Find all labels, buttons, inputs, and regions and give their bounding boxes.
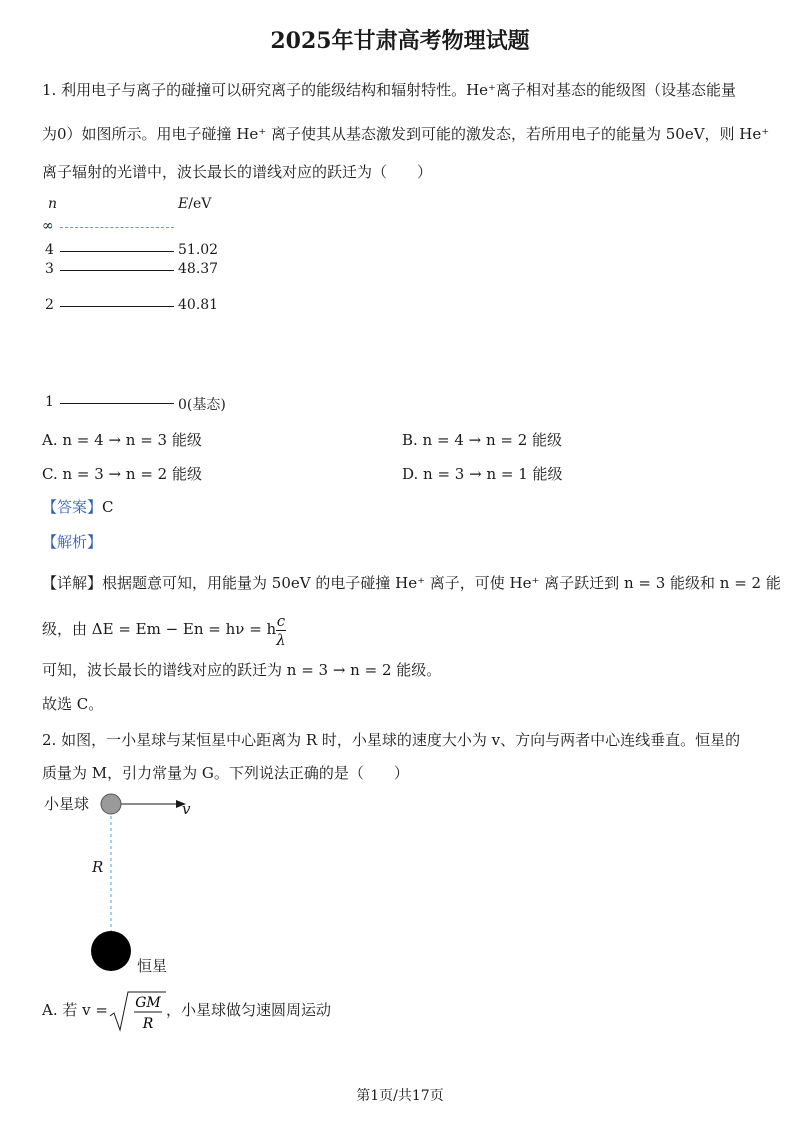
answer-value: C (102, 498, 114, 516)
answer-tag: 【答案】 (42, 498, 103, 516)
level-1-n: 1 (45, 394, 54, 410)
q1-detail-line3: 可知，波长最长的谱线对应的跃迁为 n = 3 → n = 2 能级。 (42, 661, 442, 679)
star-circle (91, 931, 131, 971)
q1-option-c: C. n = 3 → n = 2 能级 (42, 465, 202, 483)
small-star-circle (101, 794, 121, 814)
q1-option-d: D. n = 3 → n = 1 能级 (402, 465, 563, 483)
level-4-energy: 51.02 (178, 242, 219, 258)
detail-text-2: 级，由 ΔE = Em − En = hν = h (42, 620, 277, 638)
level-2-line (60, 306, 174, 307)
q1-detail-line4: 故选 C。 (42, 695, 104, 713)
level-3-line (60, 270, 174, 271)
option-a-suffix: ，小星球做匀速圆周运动 (165, 1001, 331, 1019)
q2-option-a (42, 988, 331, 1034)
page-footer: 第1页/共17页 (356, 1088, 444, 1104)
radius-label: R (92, 858, 104, 876)
q2-stem-line2: 质量为 M，引力常量为 G。下列说法正确的是（ ） (42, 764, 409, 782)
energy-axis-label: E/eV (178, 196, 212, 212)
c-over-lambda-fraction (276, 612, 286, 649)
q1-detail-line1 (42, 573, 781, 593)
q1-stem-line2: 为0）如图所示。用电子碰撞 He⁺ 离子使其从基态激发到可能的激发态，若所用电子的能量为 50eV，则 He⁺ (42, 125, 770, 143)
q1-stem-line1: 1. 利用电子与离子的碰撞可以研究离子的能级结构和辐射特性。He⁺离子相对基态的能级图（设基态能量 (42, 81, 736, 99)
star-label: 恒星 (137, 957, 168, 975)
analysis-tag: 【解析】 (42, 533, 103, 551)
n-axis-label: n (48, 196, 58, 212)
level-4-line (60, 251, 174, 252)
option-a-prefix: A. 若 v = (42, 1001, 108, 1019)
level-1-energy: 0(基态) (178, 397, 226, 413)
sqrt-sign (108, 990, 166, 1034)
fraction-denominator: λ (276, 630, 286, 649)
level-2-energy: 40.81 (178, 297, 219, 313)
fraction-numerator: c (276, 611, 286, 630)
q1-answer (42, 497, 114, 517)
infinity-level-line (60, 227, 174, 228)
velocity-label: v (182, 800, 191, 818)
level-3-energy: 48.37 (178, 261, 219, 277)
infinity-label: ∞ (42, 218, 54, 234)
q1-stem-line3: 离子辐射的光谱中，波长最长的谱线对应的跃迁为（ ） (42, 163, 433, 181)
q1-detail-line2 (42, 610, 286, 649)
level-3-n: 3 (45, 261, 54, 277)
page-title: 2025年甘肃高考物理试题 (270, 28, 530, 54)
sqrt-numerator: GM (135, 994, 161, 1011)
detail-tag: 【详解】 (42, 574, 103, 592)
level-2-n: 2 (45, 297, 54, 313)
q1-option-a: A. n = 4 → n = 3 能级 (42, 431, 202, 449)
q1-option-b: B. n = 4 → n = 2 能级 (402, 431, 563, 449)
small-star-label: 小星球 (44, 795, 90, 813)
level-1-line (60, 403, 174, 404)
q2-stem-line1: 2. 如图，一小星球与某恒星中心距离为 R 时，小星球的速度大小为 v、方向与两者中心连线垂直。恒星的 (42, 731, 741, 749)
sqrt-denominator: R (142, 1015, 154, 1032)
level-4-n: 4 (45, 242, 54, 258)
sqrt-expression (108, 989, 166, 1034)
detail-text-1: 根据题意可知，用能量为 50eV 的电子碰撞 He⁺ 离子，可使 He⁺ 离子跃迁到 n = 3 能级和 n = 2 能 (102, 574, 781, 592)
